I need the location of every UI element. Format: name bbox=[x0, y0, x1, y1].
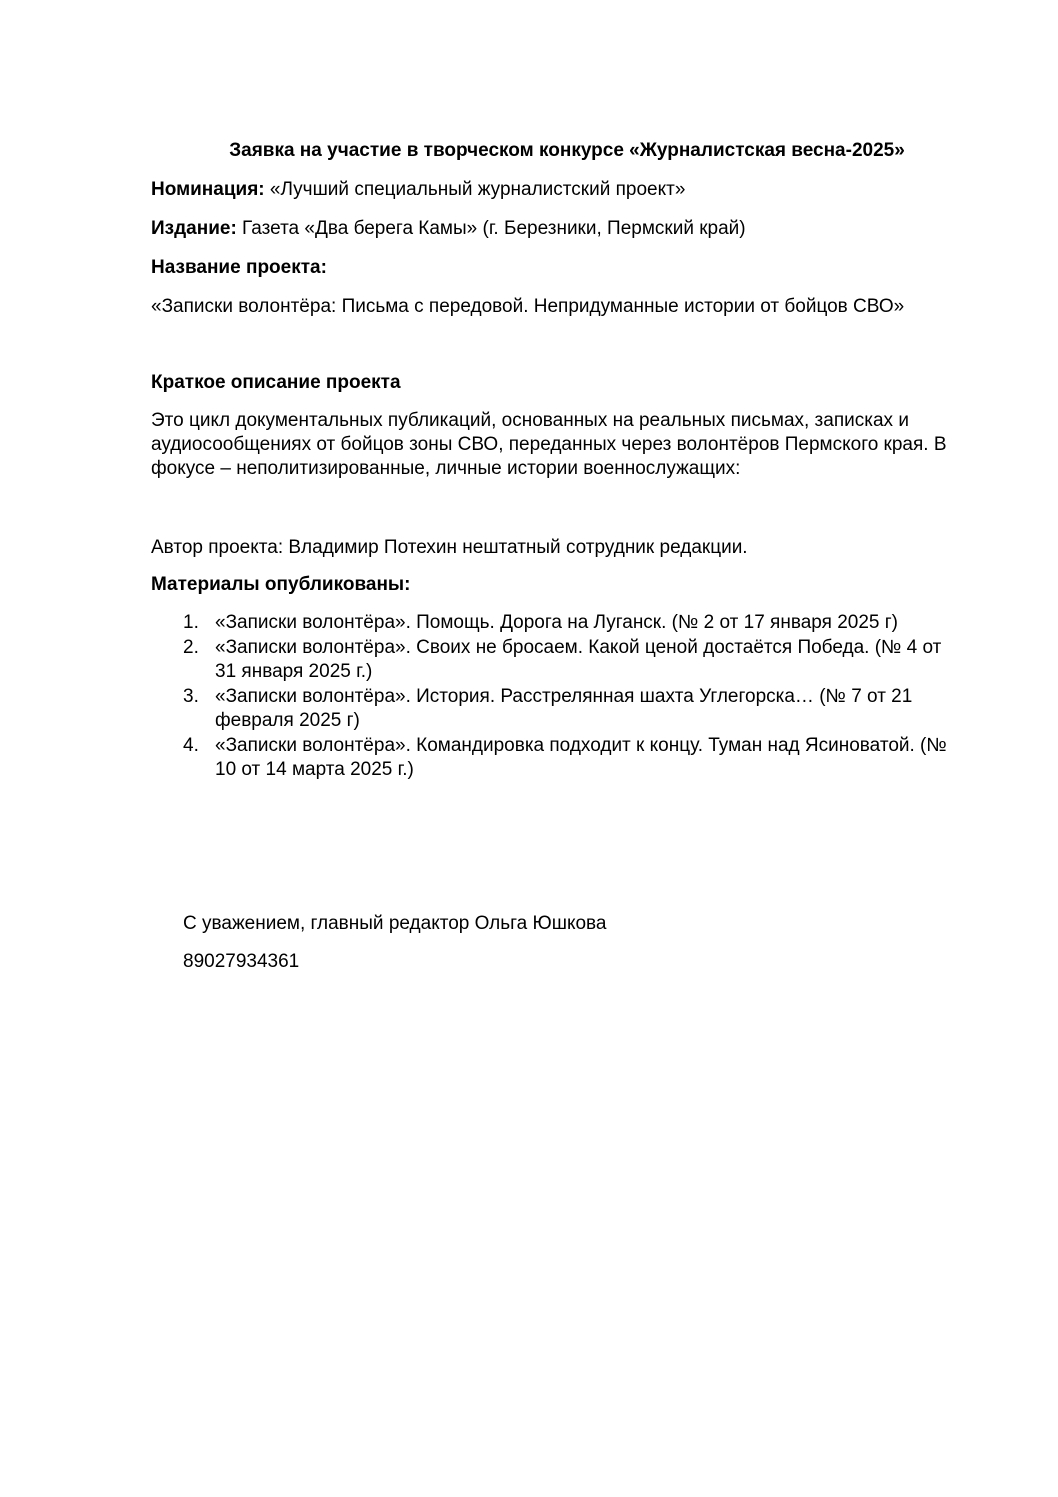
list-item-number: 4. bbox=[183, 735, 199, 756]
nomination-value: «Лучший специальный журналистский проект» bbox=[264, 179, 686, 200]
signature-line: С уважением, главный редактор Ольга Юшкова bbox=[183, 913, 607, 934]
list-item-number: 1. bbox=[183, 612, 199, 633]
list-item-line: «Записки волонтёра». Своих не бросаем. Какой ценой достаётся Победа. (№ 4 от bbox=[215, 637, 942, 658]
list-item-number: 3. bbox=[183, 686, 199, 707]
description-paragraph bbox=[151, 409, 981, 481]
list-item-line: «Записки волонтёра». История. Расстрелянная шахта Углегорска… (№ 7 от 21 bbox=[215, 686, 913, 707]
edition-row bbox=[151, 217, 746, 241]
list-item-line: «Записки волонтёра». Командировка подходит к концу. Туман над Ясиноватой. (№ bbox=[215, 735, 947, 756]
list-item-text bbox=[215, 611, 975, 635]
project-name-label: Название проекта: bbox=[151, 257, 327, 278]
list-item-line: февраля 2025 г) bbox=[215, 710, 360, 731]
description-heading: Краткое описание проекта bbox=[151, 372, 401, 393]
list-item-text bbox=[215, 685, 975, 733]
list-item-text bbox=[215, 636, 975, 684]
edition-value: Газета «Два берега Камы» (г. Березники, Пермский край) bbox=[236, 218, 746, 239]
list-item-line: 10 от 14 марта 2025 г.) bbox=[215, 759, 414, 780]
project-name: «Записки волонтёра: Письма с передовой. Непридуманные истории от бойцов СВО» bbox=[151, 296, 905, 317]
phone-number: 89027934361 bbox=[183, 951, 300, 972]
description-line: фокусе – неполитизированные, личные истории военнослужащих: bbox=[151, 458, 741, 479]
list-item-line: 31 января 2025 г.) bbox=[215, 661, 373, 682]
list-item-line: «Записки волонтёра». Помощь. Дорога на Луганск. (№ 2 от 17 января 2025 г) bbox=[215, 612, 899, 633]
nomination-label: Номинация: bbox=[151, 179, 265, 200]
description-line: аудиосообщениях от бойцов зоны СВО, переданных через волонтёров Пермского края. В bbox=[151, 434, 947, 455]
document-title: Заявка на участие в творческом конкурсе «Журналистская весна-2025» bbox=[229, 140, 905, 161]
list-item-number: 2. bbox=[183, 637, 199, 658]
author-line: Автор проекта: Владимир Потехин нештатный сотрудник редакции. bbox=[151, 537, 748, 558]
nomination-row bbox=[151, 178, 685, 202]
description-line: Это цикл документальных публикаций, основанных на реальных письмах, записках и bbox=[151, 410, 909, 431]
materials-heading: Материалы опубликованы: bbox=[151, 574, 411, 595]
edition-label: Издание: bbox=[151, 218, 237, 239]
list-item-text bbox=[215, 734, 975, 782]
